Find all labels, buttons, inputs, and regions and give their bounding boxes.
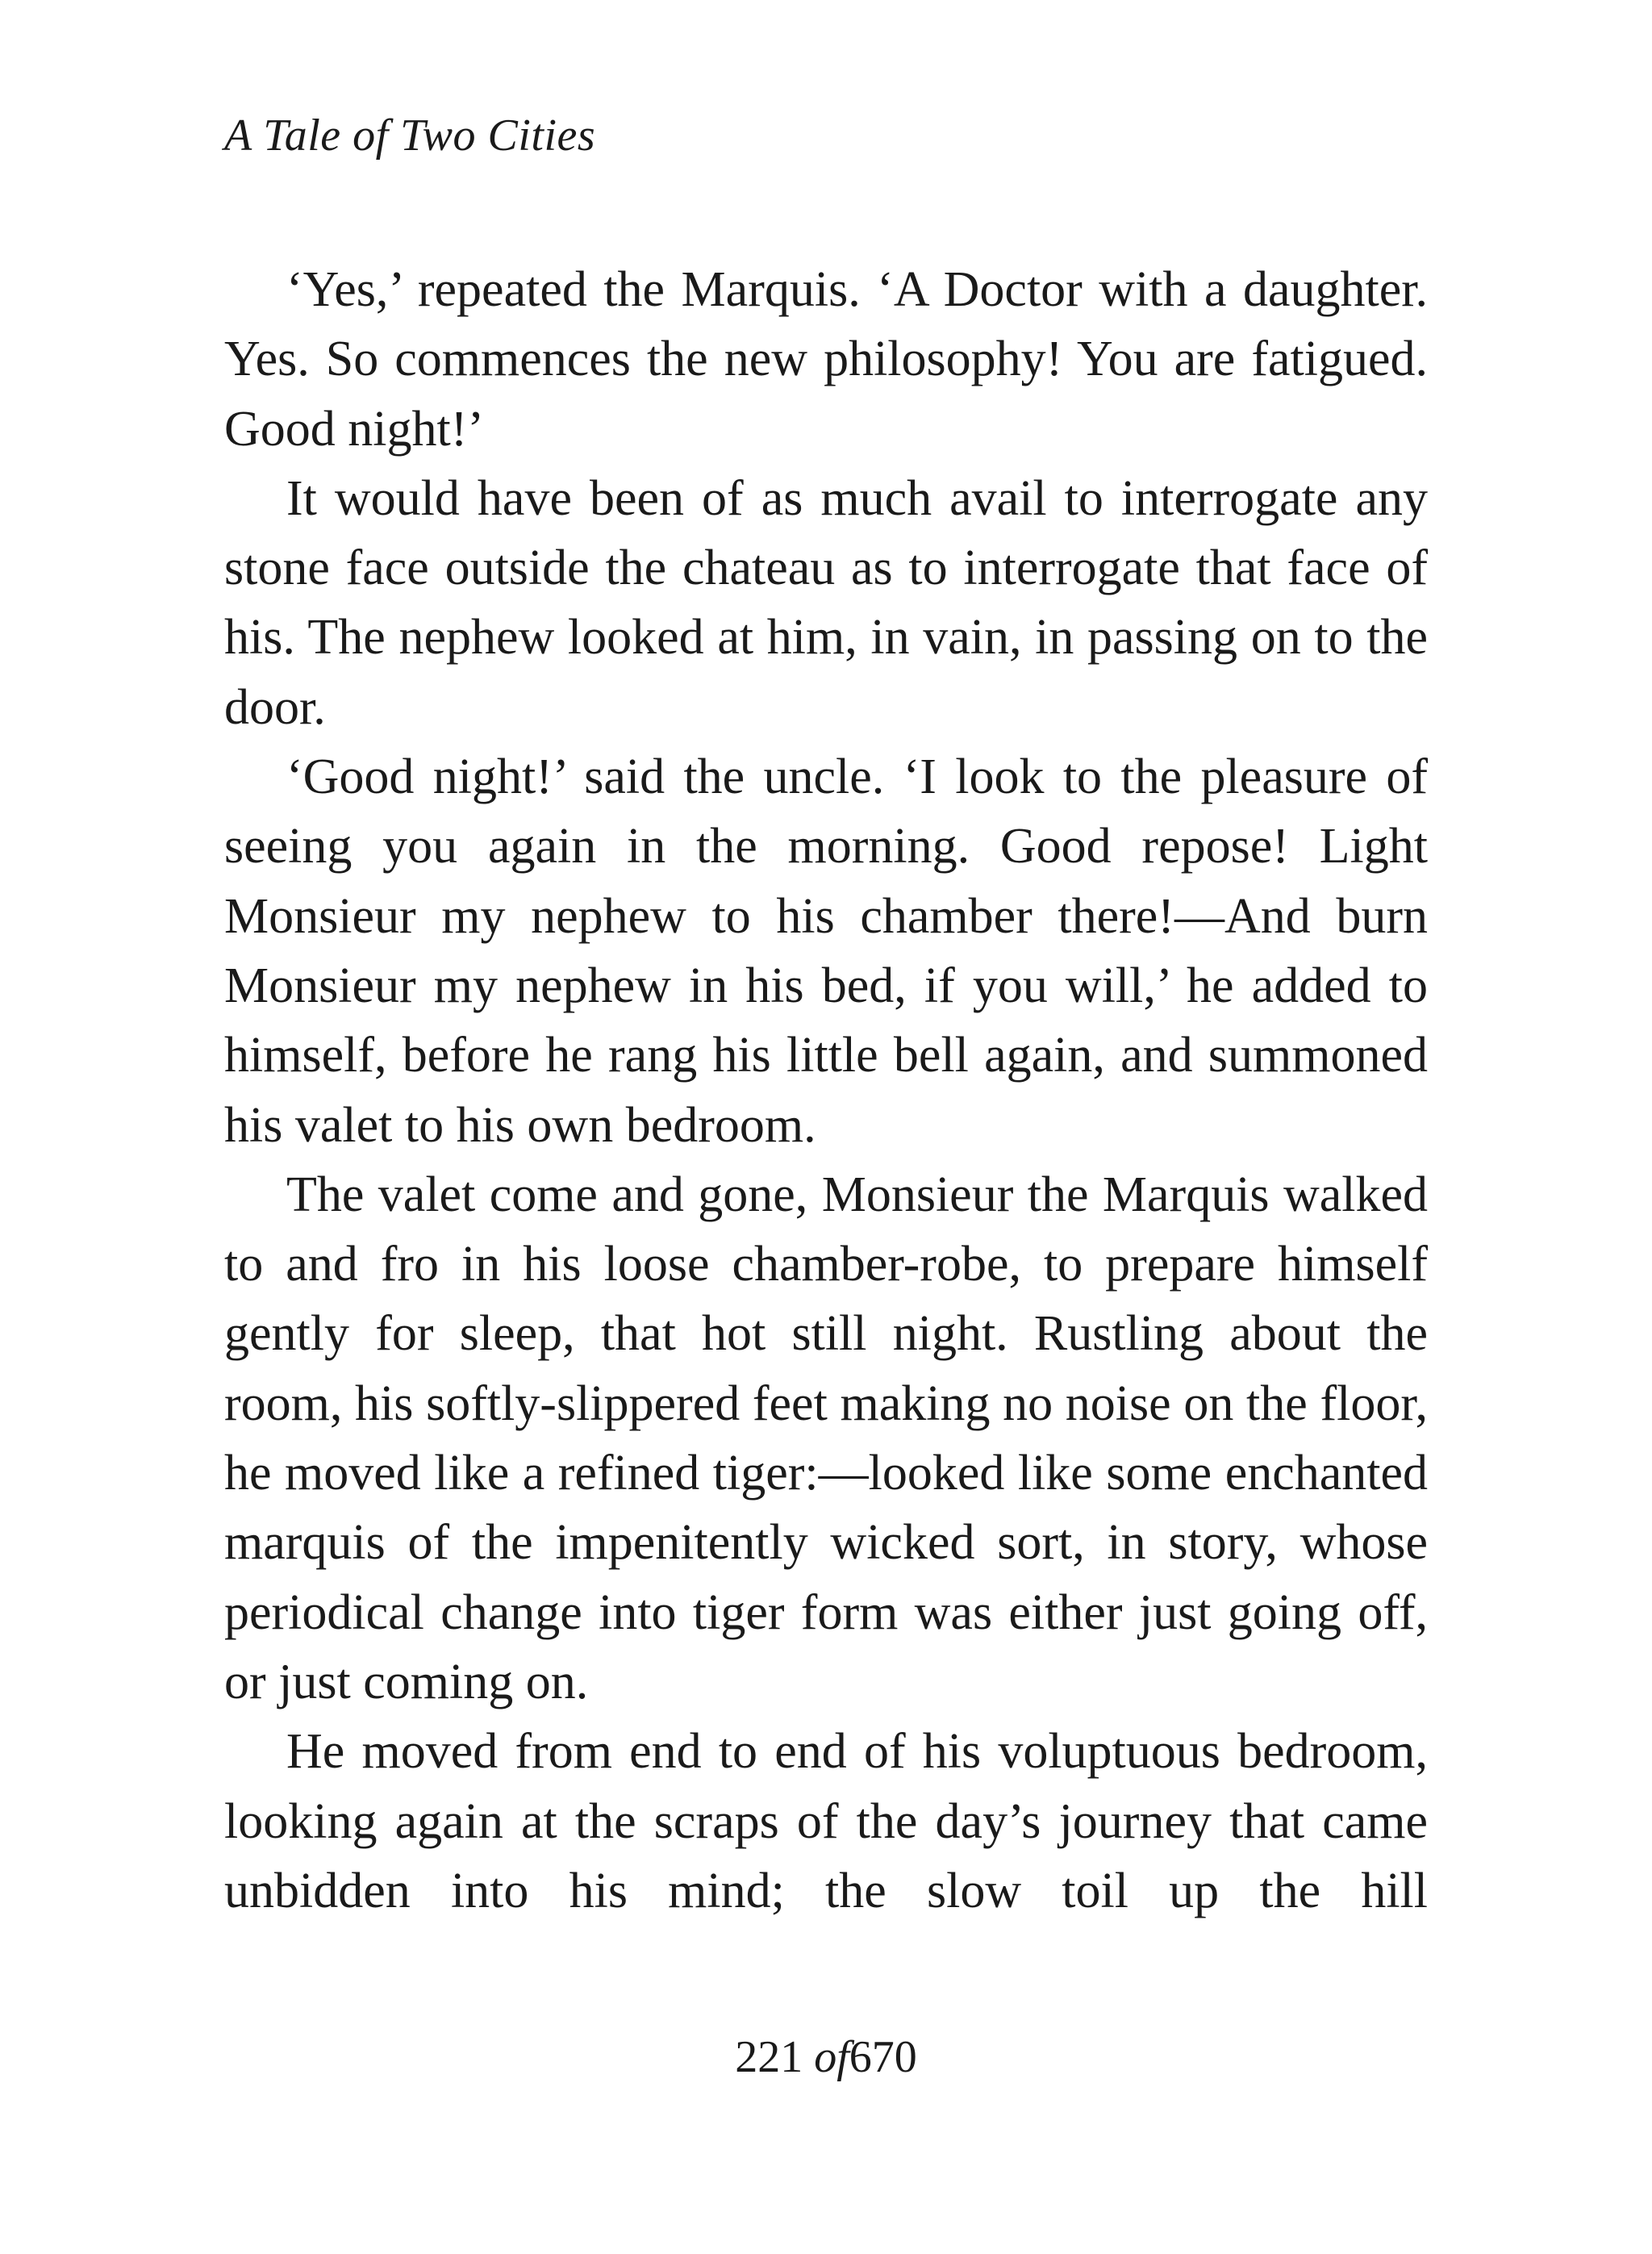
- page-number: [0, 2025, 1652, 2089]
- paragraph: It would have been of as much avail to interrogate any stone face outside the chateau as to interrogate that face of his. The nephew looked at him, in vain, in passing on to the door.: [224, 470, 1428, 735]
- paragraph: ‘Yes,’ repeated the Marquis. ‘A Doctor with a daughter. Yes. So commences the new philosophy! You are fatigued. Good night!’: [224, 262, 1428, 457]
- page-body-text: [224, 255, 1428, 1926]
- current-page-number: 221: [735, 2032, 803, 2082]
- total-pages-number: 670: [849, 2032, 917, 2082]
- paragraph: ‘Good night!’ said the uncle. ‘I look to the pleasure of seeing you again in the morning. Good repose! Light Monsieur my nephew to his chamber there!—And burn Monsieur my nephew in his bed, if you will,’ he added to himself, before he rang his little bell again, and summoned his valet to his own bedroom.: [224, 749, 1428, 1153]
- paragraph: He moved from end to end of his voluptuous bedroom, looking again at the scraps of the day’s journey that came unbidden into his mind; the slow toil up the hill: [224, 1724, 1428, 1918]
- of-label: of: [814, 2032, 849, 2082]
- running-head-book-title: A Tale of Two Cities: [224, 111, 596, 161]
- paragraph: The valet come and gone, Monsieur the Marquis walked to and fro in his loose chamber-robe, to prepare himself gently for sleep, that hot still night. Rustling about the room, his softly-slippered feet making no noise on the floor, he moved like a refined tiger:—looked like some enchanted marquis of the impenitently wicked sort, in story, whose periodical change into tiger form was either just going off, or just coming on.: [224, 1167, 1428, 1709]
